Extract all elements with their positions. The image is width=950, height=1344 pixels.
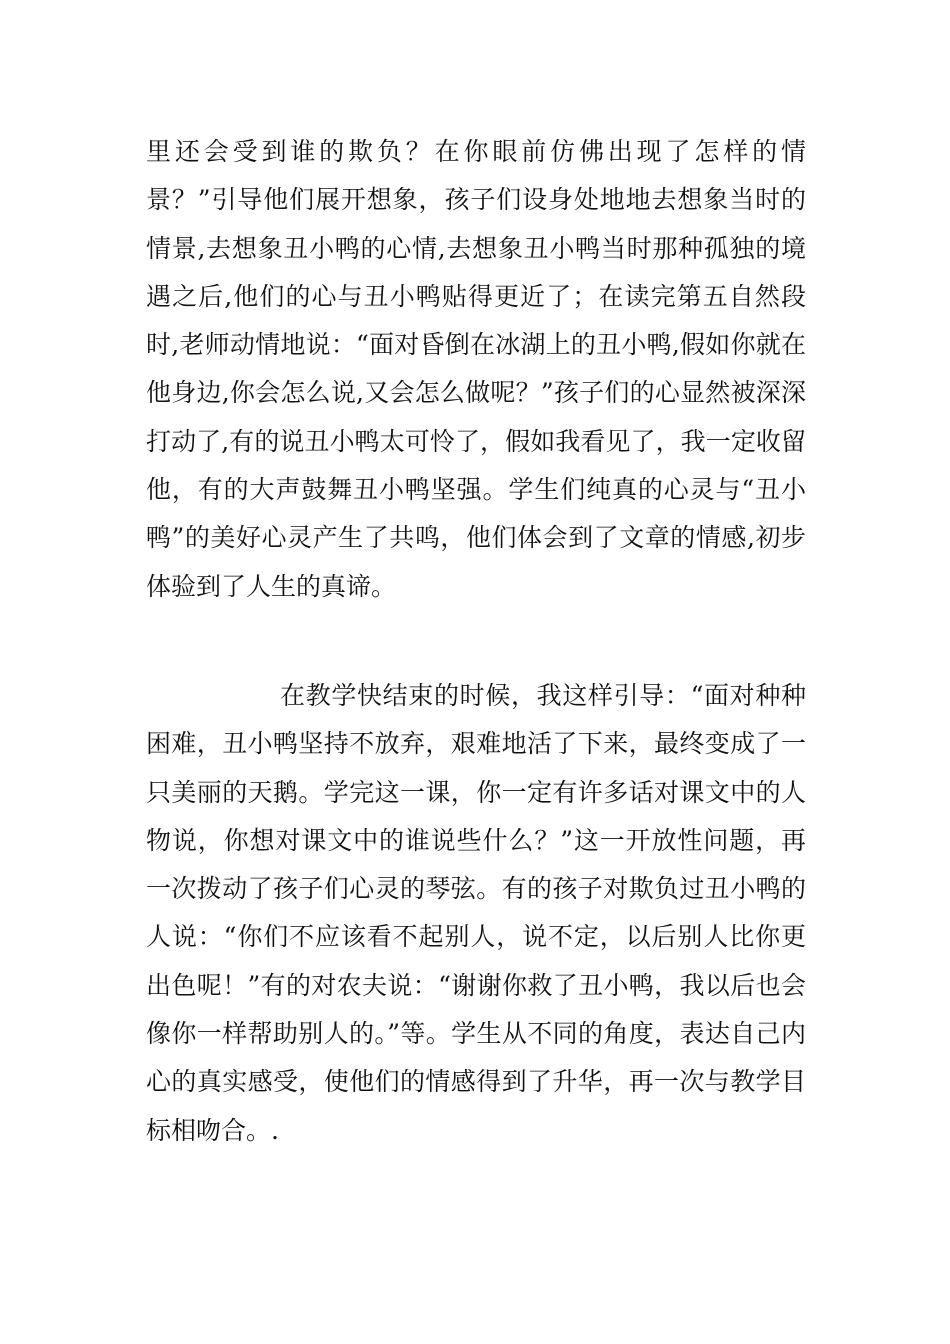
paragraph-1 bbox=[146, 128, 806, 611]
paragraph-2 bbox=[146, 672, 806, 1155]
paragraph-1-text: 里还会受到谁的欺负？在你眼前仿佛出现了怎样的情景？”引导他们展开想象，孩子们设身处地地去想象当时的情景,去想象丑小鸭的心情,去想象丑小鸭当时那种孤独的境遇之后,他们的心与丑小鸭贴得更近了；在读完第五自然段时,老师动情地说：“面对昏倒在冰湖上的丑小鸭,假如你就在他身边,你会怎么说,又会怎么做呢？”孩子们的心显然被深深打动了,有的说丑小鸭太可怜了，假如我看见了，我一定收留他，有的大声鼓舞丑小鸭坚强。学生们纯真的心灵与“丑小鸭”的美好心灵产生了共鸣，他们体会到了文章的情感,初步体验到了人生的真谛。 bbox=[146, 137, 806, 601]
paragraph-2-text: 在教学快结束的时候，我这样引导：“面对种种困难，丑小鸭坚持不放弃，艰难地活了下来，最终变成了一只美丽的天鹅。学完这一课，你一定有许多话对课文中的人物说，你想对课文中的谁说些什么？”这一开放性问题，再一次拨动了孩子们心灵的琴弦。有的孩子对欺负过丑小鸭的人说：“你们不应该看不起别人，说不定，以后别人比你更出色呢！”有的对农夫说：“谢谢你救了丑小鸭，我以后也会像你一样帮助别人的。”等。学生从不同的角度，表达自己内心的真实感受，使他们的情感得到了升华，再一次与教学目标相吻合。. bbox=[146, 681, 806, 1145]
